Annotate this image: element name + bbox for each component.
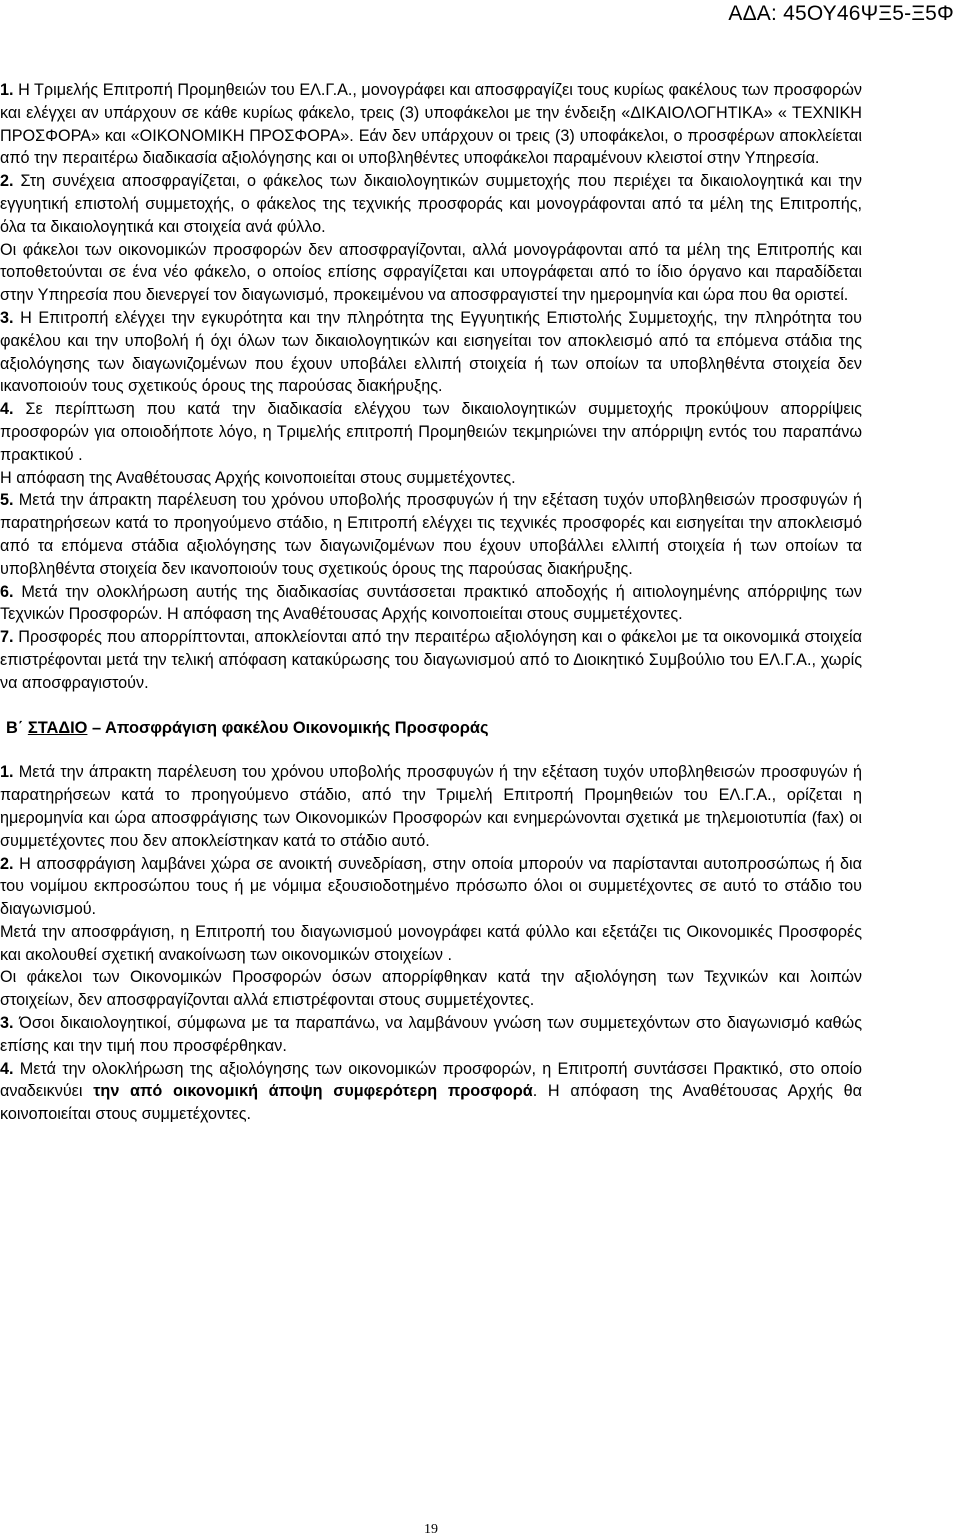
paragraph-number: 2. (0, 172, 14, 191)
paragraph-text: Μετά την άπρακτη παρέλευση του χρόνου υποβολής προσφυγών ή την εξέταση τυχόν υποβληθεισών προσφυγών ή παρατηρήσεων κατά το προηγούμενο στάδιο, η Επιτροπή ελέγχει τις τεχνικές προσφορές και εισηγείται την αποκλεισμό από τα επόμενα στάδια αξιολόγησης των διαγωνιζομένων που έχουν υποβάλλει ελλιπή στοιχεία ή των οποίων τα υποβληθέντα στοιχεία δεν ικανοποιούν τους σχετικούς όρους της παρούσας διακήρυξης. (0, 491, 862, 578)
paragraph (0, 79, 862, 170)
page-number: 19 (424, 1522, 438, 1537)
spacer (0, 739, 862, 761)
paragraph-text: Στη συνέχεια αποσφραγίζεται, ο φάκελος των δικαιολογητικών συμμετοχής που περιέχει τα δικαιολογητικά και την εγγυητική επιστολή συμμετοχής, ο φάκελος της τεχνικής προσφοράς και μονογράφονται από τα μέλη της Επιτροπής, όλα τα δικαιολογητικά και στοιχεία ανά φύλλο. (0, 172, 862, 236)
paragraph-number: 6. (0, 582, 14, 601)
paragraph (0, 467, 862, 490)
paragraph-text: Η Τριμελής Επιτροπή Προμηθειών του ΕΛ.Γ.Α., μονογράφει και αποσφραγίζει τους κυρίως φακέλους των προσφορών και ελέγχει αν υπάρχουν σε κάθε κυρίως φάκελο, τρεις (3) υποφάκελοι με την ένδειξη «ΔΙΚΑΙΟΛΟΓΗΤΙΚΑ» « ΤΕΧΝΙΚΗ ΠΡΟΣΦΟΡΑ» και «ΟΙΚΟΝΟΜΙΚΗ ΠΡΟΣΦΟΡΑ». Εάν δεν υπάρχουν οι τρεις (3) υποφάκελοι, ο προσφέρων αποκλείεται από την περαιτέρω διαδικασία αξιολόγησης και οι υποβληθέντες υποφάκελοι παραμένουν κλειστοί στην Υπηρεσία. (0, 81, 862, 168)
paragraph-text: Η αποσφράγιση λαμβάνει χώρα σε ανοικτή συνεδρίαση, στην οποία μπορούν να παρίστανται αυτοπροσώπως ή δια του νομίμου εκπροσώπου τους ή με νόμιμα εξουσιοδοτημένο πρόσωπο όλοι οι συμμετέχοντες σε αυτό το στάδιο του διαγωνισμού. (0, 854, 862, 919)
paragraph-number: 5. (0, 491, 14, 510)
paragraph-text: Μετά την άπρακτη παρέλευση του χρόνου υποβολής προσφυγών ή την εξέταση τυχόν υποβληθεισών προσφυγών ή παρατηρήσεων κατά το προηγούμενο στάδιο, από την Τριμελή Επιτροπή Προμηθειών του ΕΛ.Γ.Α., ορίζεται η ημερομηνία και ώρα αποσφράγισης των Οικονομικών Προσφορών και ενημερώνονται σχετικά με τηλεμοιοτυπία (fax) οι συμμετέχοντες που δεν αποκλείστηκαν κατά το στάδιο αυτό. (0, 763, 862, 850)
paragraph-text: Οι φάκελοι των οικονομικών προσφορών δεν αποσφραγίζονται, αλλά μονογράφονται από τα μέλη της Επιτροπής και τοποθετούνται σε ένα νέο φάκελο, ο οποίος επίσης σφραγίζεται και υπογράφεται από το ίδιο όργανο και παραδίδεται στην Υπηρεσία που διενεργεί τον διαγωνισμό, προκειμένου να αποσφραγιστεί την ημερομηνία και ώρα που θα οριστεί. (0, 240, 862, 305)
paragraph-text: Μετά την ολοκλήρωση αυτής της διαδικασίας συντάσσεται πρακτικό αποδοχής ή αιτιολογημένης απόρριψης των Τεχνικών Προσφορών. Η απόφαση της Αναθέτουσας Αρχής κοινοποιείται στους συμμετέχοντες. (0, 582, 862, 624)
paragraph-number: 2. (0, 854, 14, 873)
paragraph (0, 581, 862, 627)
paragraph-text: Η απόφαση της Αναθέτουσας Αρχής κοινοποιείται στους συμμετέχοντες. (0, 468, 516, 487)
paragraph (0, 626, 862, 694)
paragraph (0, 307, 862, 398)
section-heading-underlined: ΣΤΑΔΙΟ (27, 718, 88, 737)
paragraph-text: Προσφορές που απορρίπτονται, αποκλείονται από την περαιτέρω αξιολόγηση και ο φάκελοι με τα οικονομικά στοιχεία επιστρέφονται μετά την τελική απόφαση κατακύρωσης του διαγωνισμού από το Διοικητικό Συμβούλιο του ΕΛ.Γ.Α., χωρίς να αποσφραγιστούν. (0, 628, 862, 692)
paragraph-bold-text: την από οικονομική άποψη συμφερότερη προσφορά (93, 1082, 533, 1101)
paragraph (0, 170, 862, 238)
paragraph (0, 761, 862, 852)
paragraph (0, 1012, 862, 1058)
paragraph-number: 3. (0, 1014, 14, 1033)
paragraph-number: 4. (0, 1059, 14, 1078)
ada-code: ΑΔΑ: 45ΟΥ46ΨΞ5-Ξ5Φ (728, 2, 954, 25)
paragraph (0, 398, 862, 466)
paragraph-text: Όσοι δικαιολογητικοί, σύμφωνα με τα παραπάνω, να λαμβάνουν γνώση των συμμετεχόντων στο διαγωνισμό καθώς επίσης και την τιμή που προσφέρθηκαν. (0, 1014, 862, 1055)
paragraph-text: Μετά την αποσφράγιση, η Επιτροπή του διαγωνισμού μονογράφει κατά φύλλο και εξετάζει τις Οικονομικές Προσφορές και ακολουθεί σχετική ανακοίνωση των οικονομικών στοιχείων . (0, 922, 862, 964)
paragraph (0, 921, 862, 967)
section-heading-prefix: Β΄ (6, 718, 28, 737)
paragraph (0, 966, 862, 1012)
paragraph (0, 239, 862, 307)
paragraph (0, 489, 862, 580)
paragraph-text: Σε περίπτωση που κατά την διαδικασία ελέγχου των δικαιολογητικών συμμετοχής προκύψουν απορρίψεις προσφορών για οποιοδήποτε λόγο, η Τριμελής επιτροπή Προμηθειών τεκμηριώνει την απόρριψη εντός του παραπάνω πρακτικού . (0, 400, 862, 464)
paragraph-text: Μετά την ολοκλήρωση της αξιολόγησης των οικονομικών προσφορών, η Επιτροπή συντάσσει Πρακτικό, στο οποίο αναδεικνύει (0, 1059, 862, 1101)
paragraph-number: 1. (0, 763, 14, 782)
section-heading-rest: – Αποσφράγιση φακέλου Οικονομικής Προσφοράς (87, 718, 489, 737)
section-heading (0, 717, 862, 740)
spacer (0, 695, 862, 717)
paragraph-text: Οι φάκελοι των Οικονομικών Προσφορών όσων απορρίφθηκαν κατά την αξιολόγηση των Τεχνικών και λοιπών στοιχείων, δεν αποσφραγίζονται αλλά επιστρέφονται στους συμμετέχοντες. (0, 968, 862, 1010)
paragraph (0, 853, 862, 921)
paragraph-number: 3. (0, 308, 14, 327)
paragraph-number: 7. (0, 628, 14, 647)
paragraph-number: 1. (0, 81, 14, 99)
paragraph-text: Η Επιτροπή ελέγχει την εγκυρότητα και την πληρότητα της Εγγυητικής Επιστολής Συμμετοχής, την πληρότητα του φακέλου και την υποβολή ή όχι όλων των δικαιολογητικών και εισηγείται τον αποκλεισμό από τα επόμενα στάδια της αξιολόγησης των διαγωνιζομένων που έχουν υποβάλει ελλιπή στοιχεία ή των οποίων τα υποβληθέντα στοιχεία δεν ικανοποιούν τους σχετικούς όρους της παρούσας διακήρυξης. (0, 308, 862, 396)
paragraph-number: 4. (0, 400, 14, 419)
paragraph-text: . Η απόφαση της Αναθέτουσας Αρχής θα κοινοποιείται στους συμμετέχοντες. (0, 1082, 862, 1124)
paragraph (0, 1058, 862, 1126)
document-body (0, 79, 862, 1126)
